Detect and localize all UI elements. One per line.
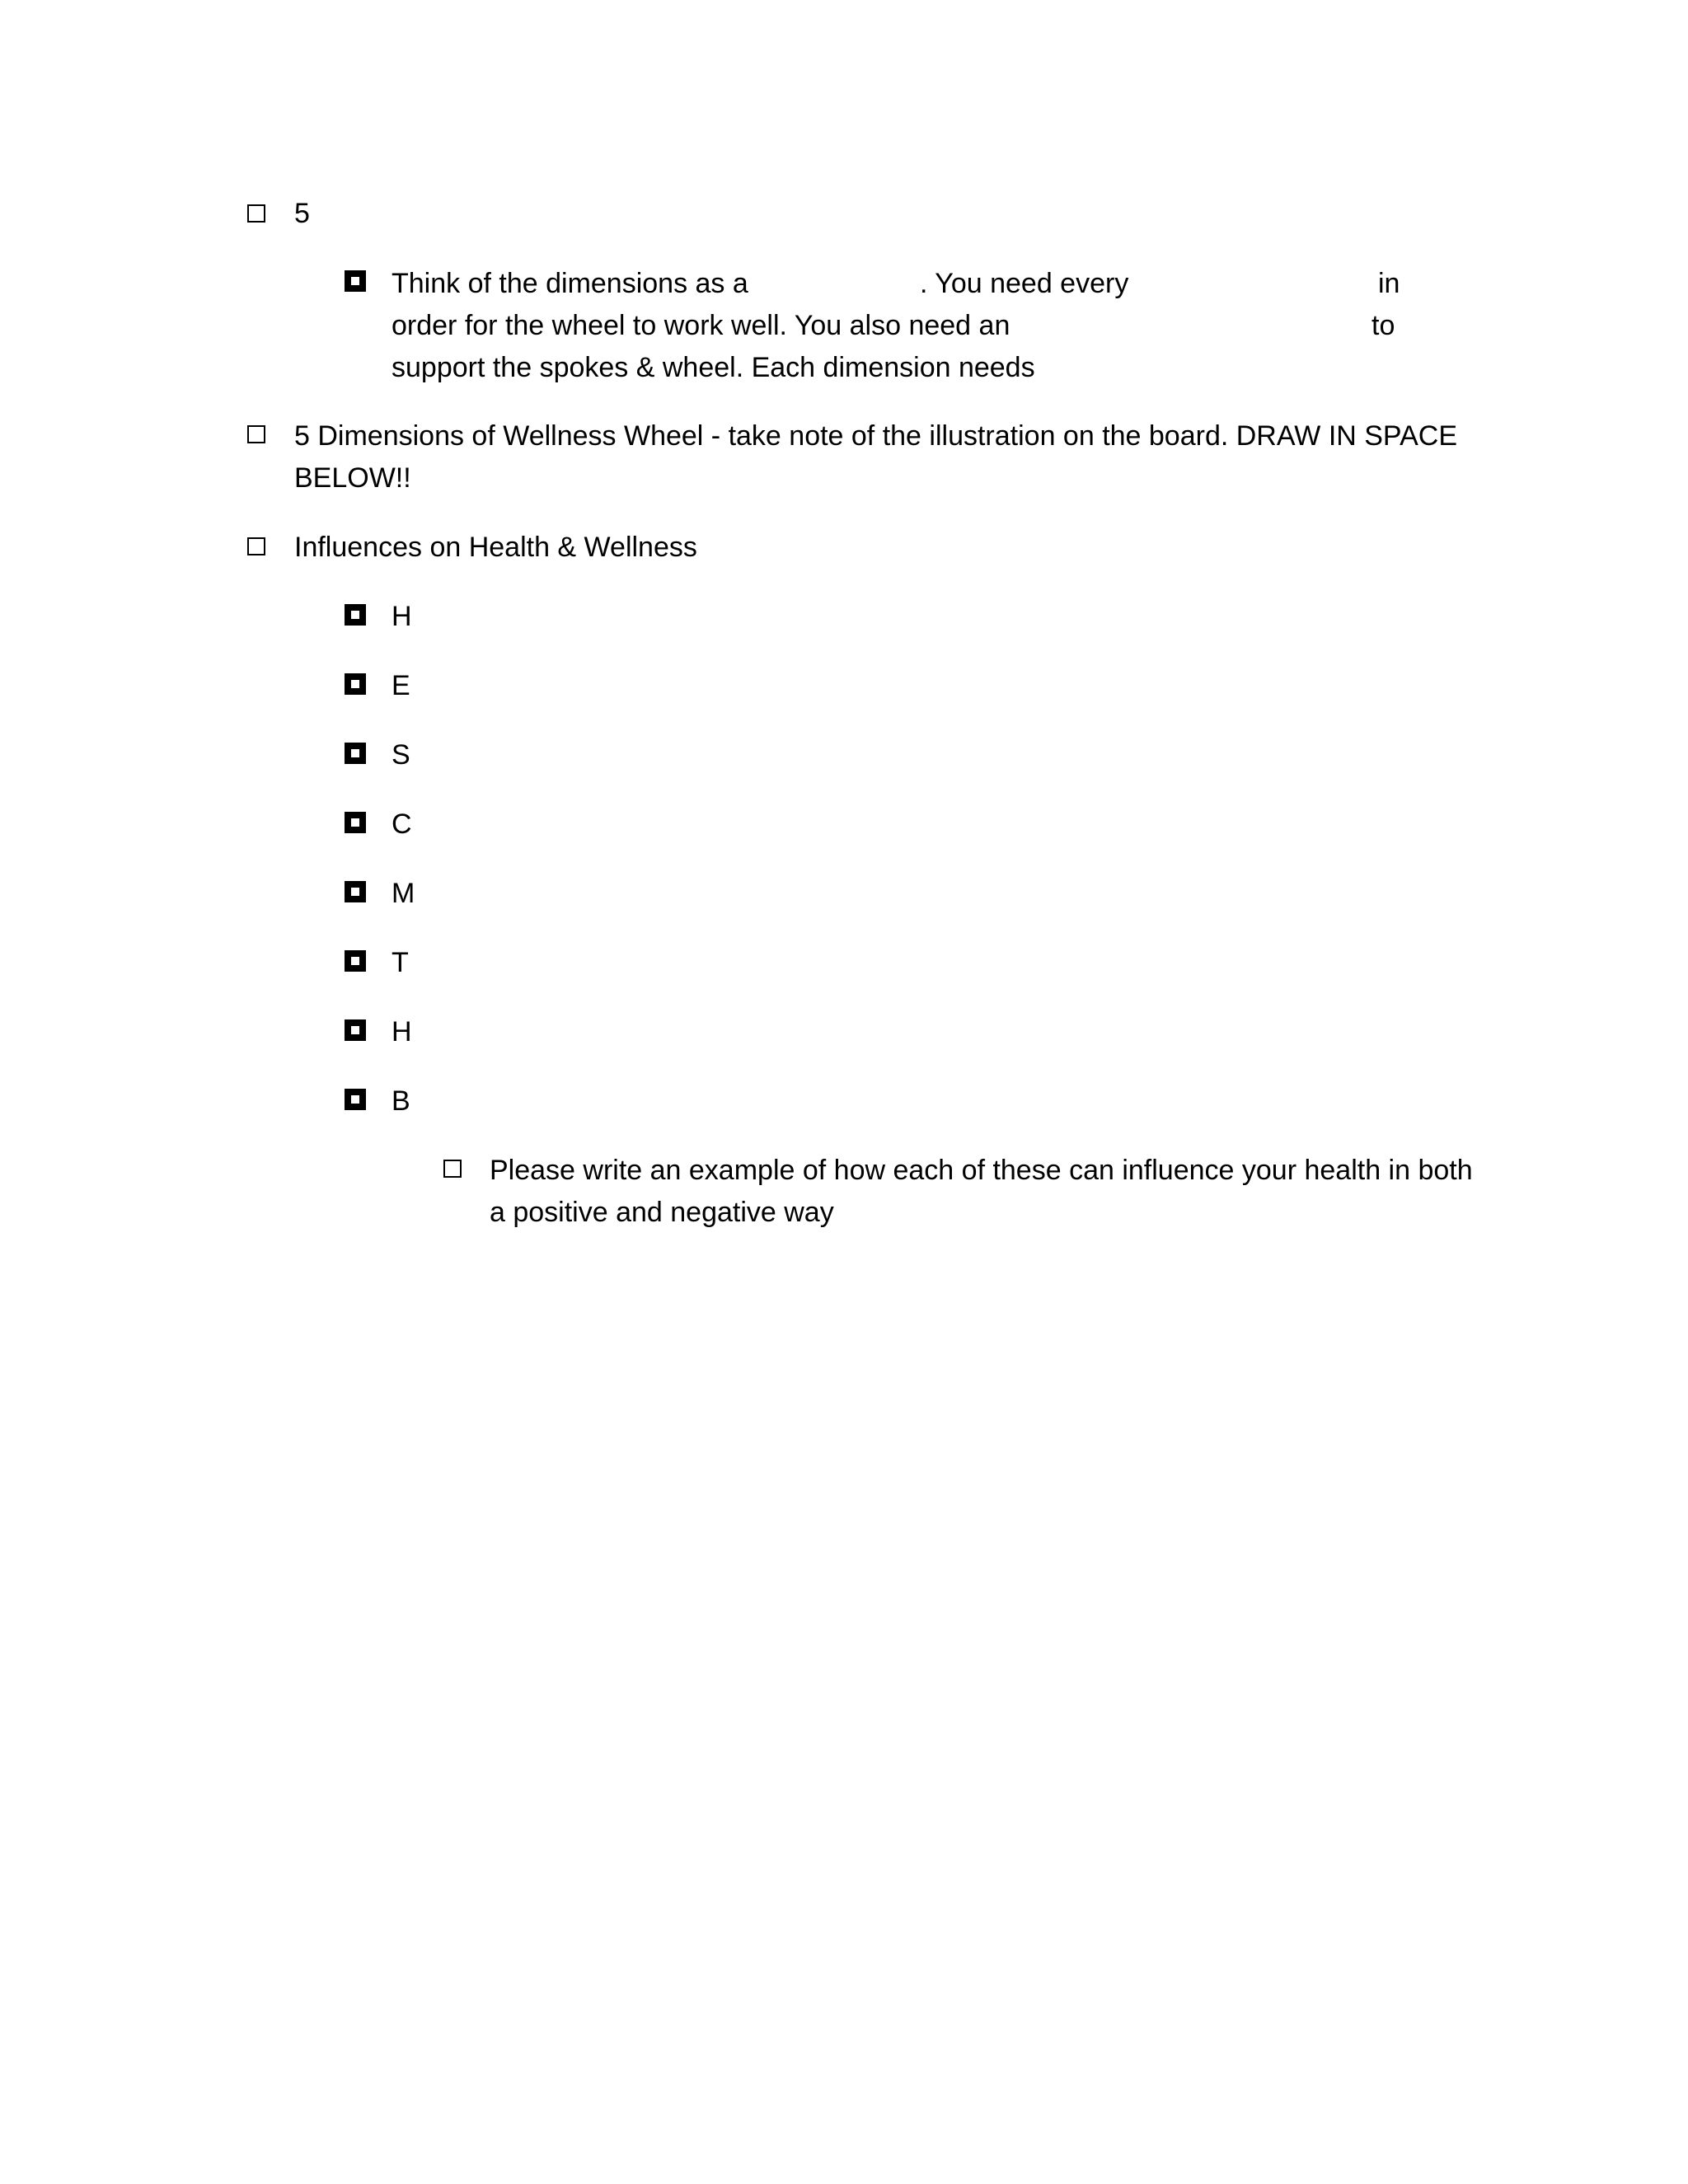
influence-letter: H [392,1016,412,1047]
influence-letter: H [392,601,412,632]
influence-letter: M [392,878,415,909]
dimensions-text-line1: 5 Dimensions of Wellness Wheel - take note of the illustration on the board. DRAW IN SPACE [294,420,1457,452]
influence-letter: C [392,808,412,840]
influences-heading: Influences on Health & Wellness [294,532,697,563]
influence-letter: B [392,1085,410,1117]
influence-letter: S [392,739,410,771]
wheel-text-line1c: in [1378,268,1400,299]
note-text-line1: Please write an example of how each of these can influence your health in both [490,1155,1473,1186]
hollow-square-bullet-icon [247,204,265,223]
filled-square-bullet-icon [345,1019,366,1041]
filled-square-bullet-icon [345,812,366,833]
hollow-square-bullet-icon [247,425,265,443]
wheel-text-line3: support the spokes & wheel. Each dimension needs [392,352,1035,383]
wheel-text-line1a: Think of the dimensions as a [392,268,748,299]
influence-letter: T [392,947,409,978]
filled-square-bullet-icon [345,881,366,902]
filled-square-bullet-icon [345,950,366,972]
filled-square-bullet-icon [345,1089,366,1110]
hollow-square-bullet-icon [247,537,265,555]
filled-square-bullet-icon [345,673,366,695]
influence-letter: E [392,670,410,701]
dimensions-text-line2: BELOW!! [294,462,411,494]
filled-square-bullet-icon [345,270,366,292]
wheel-text-line2a: order for the wheel to work well. You also need an [392,310,1010,341]
wheel-text-line1b: . You need every [920,268,1129,299]
filled-square-bullet-icon [345,604,366,626]
wheel-text-line2b: to [1372,310,1395,341]
note-text-line2: a positive and negative way [490,1197,834,1228]
hollow-square-bullet-icon [443,1160,462,1178]
list-item-text: 5 [294,198,310,229]
filled-square-bullet-icon [345,743,366,764]
